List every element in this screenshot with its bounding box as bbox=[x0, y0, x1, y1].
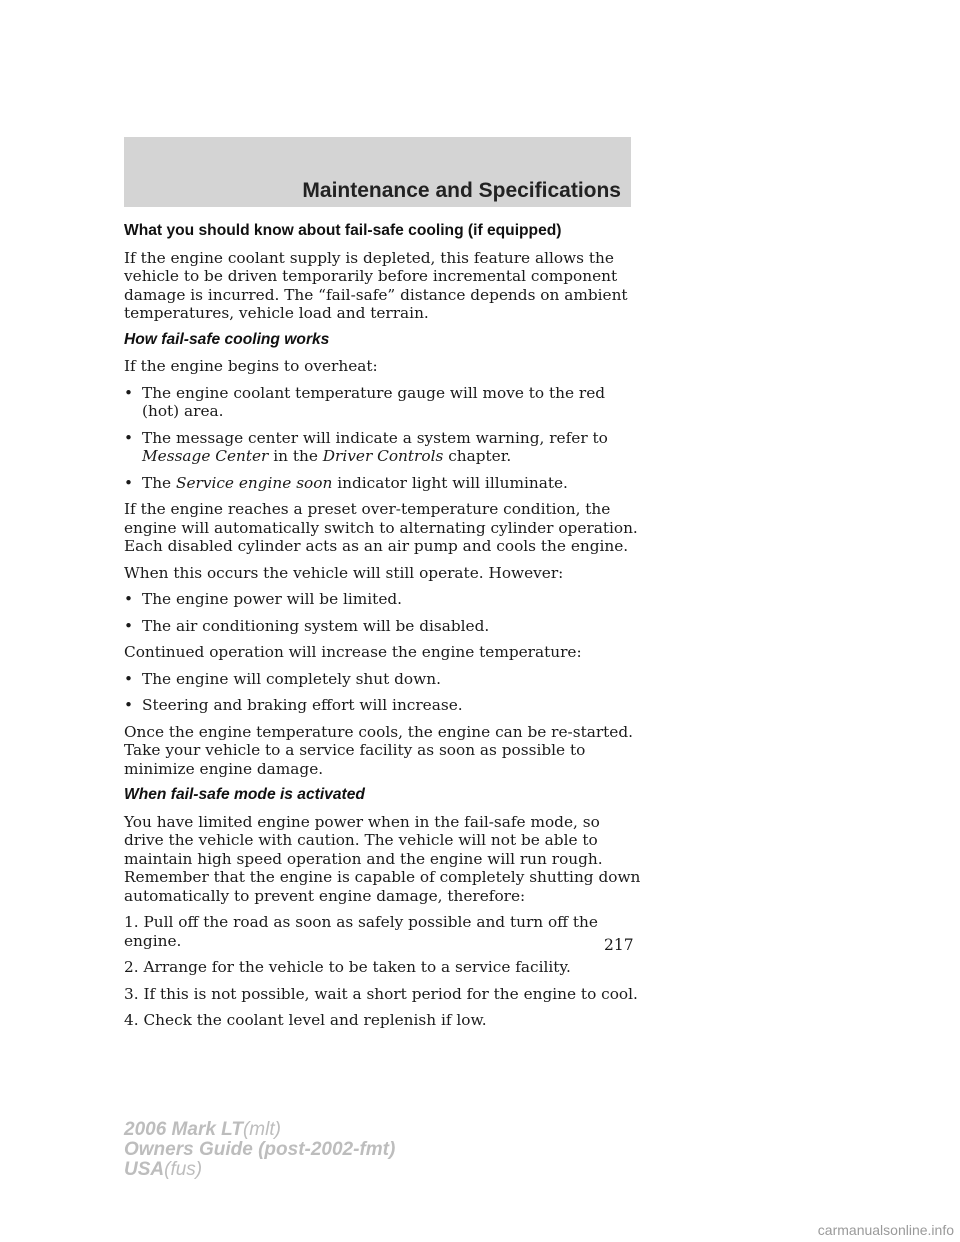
footer-market-code: (fus) bbox=[164, 1159, 203, 1180]
bullet-icon: • bbox=[124, 669, 134, 688]
restart-paragraph: Once the engine temperature cools, the engine can be re-started. Take your vehicle to a service facility as soon as possible to minimize engine damage. bbox=[124, 722, 634, 778]
step-item: 4. Check the coolant level and replenish if low. bbox=[124, 1011, 487, 1029]
section-header-band bbox=[124, 137, 631, 207]
bullet-text: chapter. bbox=[448, 447, 512, 465]
footer-guide: Owners Guide (post-2002-fmt) bbox=[124, 1139, 396, 1160]
cross-reference: Driver Controls bbox=[322, 447, 444, 465]
watermark-link[interactable]: carmanualsonline.info bbox=[817, 1222, 954, 1238]
bullet-text: indicator light will illuminate. bbox=[337, 473, 568, 492]
page-number: 217 bbox=[604, 936, 634, 954]
continued-paragraph: Continued operation will increase the engine temperature: bbox=[124, 643, 582, 661]
bullet-icon: • bbox=[124, 616, 134, 635]
bullet-item bbox=[124, 696, 644, 715]
step-item: 2. Arrange for the vehicle to be taken to a service facility. bbox=[124, 958, 571, 976]
cross-reference: Message Center bbox=[142, 447, 269, 465]
bullet-item bbox=[124, 384, 644, 421]
bullet-icon: • bbox=[124, 428, 134, 447]
bullet-text: in the bbox=[273, 447, 318, 465]
bullet-item bbox=[124, 429, 644, 466]
bullet-item bbox=[124, 590, 644, 609]
overheat-lead: If the engine begins to overheat: bbox=[124, 357, 378, 375]
bullet-text: Steering and braking effort will increase. bbox=[142, 696, 463, 714]
footer-model: 2006 Mark LT bbox=[124, 1119, 243, 1140]
step-item: 3. If this is not possible, wait a short period for the engine to cool. bbox=[124, 984, 638, 1003]
bullet-text: The message center will indicate a system warning, refer to bbox=[142, 428, 608, 447]
bullet-text: The engine will completely shut down. bbox=[142, 669, 441, 688]
overtemp-paragraph: If the engine reaches a preset over-temperature condition, the engine will automatically switch to alternating cylinder operation. Each disabled cylinder acts as an air pump and cools the engine. bbox=[124, 500, 638, 555]
step-item: 1. Pull off the road as soon as safely possible and turn off the engine. bbox=[124, 913, 598, 950]
still-operate-paragraph: When this occurs the vehicle will still operate. However: bbox=[124, 563, 564, 582]
cross-reference: Service engine soon bbox=[175, 473, 333, 492]
bullet-item bbox=[124, 617, 644, 636]
intro-paragraph: If the engine coolant supply is depleted, this feature allows the vehicle to be driven temporarily before incremental component damage is incurred. The “fail-safe” distance depends on ambient temperatures, vehicle load and terrain. bbox=[124, 248, 628, 322]
activated-paragraph: You have limited engine power when in the fail-safe mode, so drive the vehicle with caution. The vehicle will not be able to maintain high speed operation and the engine will run rough. Remember that the engine is capable of completely shutting down automatically to prevent engine damage, therefore: bbox=[124, 812, 641, 905]
bullet-text: The engine power will be limited. bbox=[142, 590, 403, 608]
document-footer bbox=[124, 1120, 395, 1180]
bullet-icon: • bbox=[124, 590, 134, 608]
footer-market: USA bbox=[124, 1159, 165, 1180]
bullet-text: The bbox=[142, 473, 172, 492]
bullet-item bbox=[124, 474, 644, 493]
section-title: What you should know about fail-safe cooling (if equipped) bbox=[124, 222, 562, 239]
bullet-text: The engine coolant temperature gauge will move to the red (hot) area. bbox=[142, 383, 606, 420]
bullet-item bbox=[124, 670, 644, 689]
bullet-icon: • bbox=[124, 696, 134, 714]
footer-model-code: (mlt) bbox=[242, 1119, 281, 1140]
activated-heading: When fail-safe mode is activated bbox=[124, 786, 365, 803]
bullet-icon: • bbox=[124, 473, 134, 492]
section-header-title: Maintenance and Specifications bbox=[302, 179, 621, 202]
page-content bbox=[124, 222, 644, 1038]
bullet-text: The air conditioning system will be disabled. bbox=[142, 616, 490, 635]
bullet-icon: • bbox=[124, 383, 134, 402]
how-works-heading: How fail-safe cooling works bbox=[124, 330, 330, 348]
